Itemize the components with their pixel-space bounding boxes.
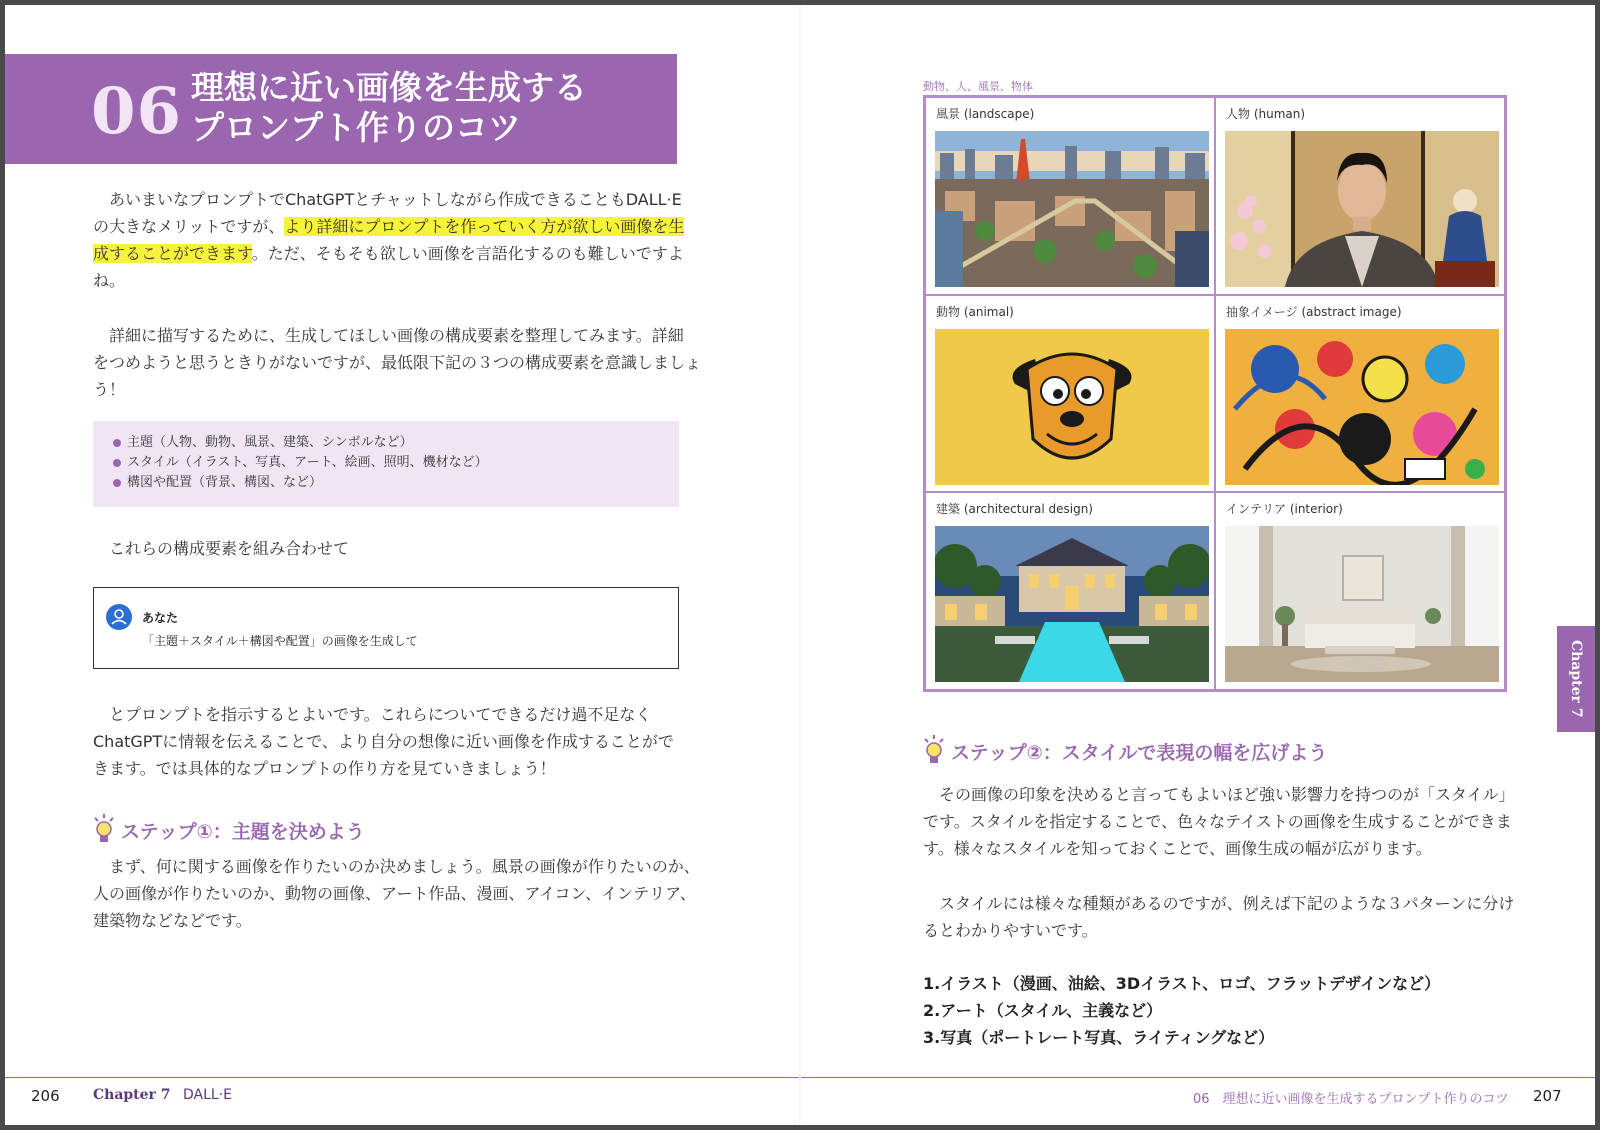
city-landscape-image: [935, 131, 1209, 287]
mansion-image: [935, 526, 1209, 682]
bullet-item: スタイル（イラスト、写真、アート、絵画、照明、機材など）: [113, 453, 659, 473]
subject-image-grid: [923, 95, 1507, 692]
grid-cell-animal: [925, 295, 1215, 493]
paragraph-line: るとわかりやすいです。: [923, 921, 1098, 940]
page-gutter: [799, 5, 801, 1125]
prompt-paragraph: [93, 701, 674, 782]
elements-bullet-box: [93, 421, 679, 507]
intro-line: の大きなメリットですが、より詳細にプロンプトを作っていく方が欲しい画像を生: [93, 217, 685, 236]
grid-cell-architecture: [925, 492, 1215, 690]
page-number-right: 207: [1533, 1087, 1562, 1105]
cell-label: 建築 (architectural design): [936, 502, 1093, 517]
book-spread: [5, 5, 1595, 1125]
step2-heading: ステップ②：スタイルで表現の幅を広げよう: [923, 734, 1327, 768]
bullet-item: 構図や配置（背景、構図、など）: [113, 473, 659, 493]
section-header: [5, 54, 677, 164]
user-avatar-icon: [106, 604, 132, 630]
step1-heading: ステップ①：主題を決めよう: [93, 813, 365, 847]
paragraph-line: 詳細に描写するために、生成してほしい画像の構成要素を整理してみます。詳細: [93, 326, 684, 345]
paragraph-line: とプロンプトを指示するとよいです。これらについてできるだけ過不足なく: [93, 705, 652, 724]
footer-rule-right: [801, 1077, 1595, 1078]
intro-line: あいまいなプロンプトでChatGPTとチャットしながら作成できることもDALL·E: [93, 190, 682, 209]
chapter-side-tab: Chapter 7: [1557, 626, 1595, 732]
paragraph-line: う！: [93, 380, 126, 399]
page-number-left: 206: [31, 1087, 60, 1105]
grid-cell-human: [1215, 97, 1505, 295]
section-title-line2: プロンプト作りのコツ: [191, 108, 521, 147]
step1-paragraph: [93, 853, 700, 934]
footer-section-title: 06 理想に近い画像を生成するプロンプト作りのコツ: [1193, 1092, 1509, 1107]
step2-paragraph: [923, 781, 1515, 862]
combine-text: これらの構成要素を組み合わせて: [93, 539, 350, 558]
intro-line: ね。: [93, 271, 126, 290]
section-title-line1: 理想に近い画像を生成する: [191, 68, 587, 107]
paragraph-line: 人の画像が作りたいのか、動物の画像、アート作品、漫画、アイコン、インテリア、: [93, 884, 696, 903]
portrait-image: [1225, 131, 1499, 287]
section-title: [191, 68, 587, 148]
paragraph-line: まず、何に関する画像を作りたいのか決めましょう。風景の画像が作りたいのか、: [93, 857, 700, 876]
bullet-item: 主題（人物、動物、風景、建築、シンボルなど）: [113, 433, 659, 453]
style-list-item: 2.アート（スタイル、主義など）: [923, 1001, 1163, 1020]
elements-paragraph: [93, 322, 701, 403]
paragraph-line: 建築物などなどです。: [93, 911, 252, 930]
paragraph-line: をつめようと思うときりがないですが、最低限下記の３つの構成要素を意識しましょ: [93, 353, 702, 372]
grid-cell-landscape: [925, 97, 1215, 295]
grid-cell-interior: [1215, 492, 1505, 690]
cell-label: インテリア (interior): [1226, 502, 1343, 517]
footer-rule-left: [5, 1077, 799, 1078]
paragraph-line: きます。では具体的なプロンプトの作り方を見ていきましょう！: [93, 759, 556, 778]
paragraph-line: ChatGPTに情報を伝えることで、より自分の想像に近い画像を作成することがで: [93, 732, 674, 751]
intro-paragraph: [93, 186, 684, 294]
paragraph-line: スタイルには様々な種類があるのですが、例えば下記のような３パターンに分け: [923, 894, 1515, 913]
bullet-dot-icon: [113, 439, 121, 447]
grid-caption: 動物、人、風景、物体: [923, 80, 1033, 93]
chat-example-box: [93, 587, 679, 669]
cell-label: 人物 (human): [1226, 107, 1306, 121]
lightbulb-icon: [923, 734, 945, 768]
chat-message: 「主題＋スタイル＋構図や配置」の画像を生成して: [142, 634, 418, 648]
lightbulb-icon: [93, 813, 115, 847]
style-list-item: 1.イラスト（漫画、油絵、3Dイラスト、ロゴ、フラットデザインなど）: [923, 974, 1441, 993]
style-types-paragraph: [923, 890, 1514, 944]
dog-cartoon-image: [935, 329, 1209, 485]
cell-label: 動物 (animal): [936, 304, 1014, 319]
bullet-dot-icon: [113, 459, 121, 467]
highlighted-text: より詳細にプロンプトを作っていく方が欲しい画像を生: [284, 217, 685, 236]
section-number: 06: [91, 74, 183, 149]
bullet-dot-icon: [113, 479, 121, 487]
style-list-item: 3.写真（ポートレート写真、ライティングなど）: [923, 1028, 1275, 1047]
chat-user-name: あなた: [142, 611, 179, 625]
style-list: [923, 970, 1440, 1051]
cell-label: 風景 (landscape): [936, 107, 1035, 121]
interior-room-image: [1225, 526, 1499, 682]
grid-cell-abstract: [1215, 295, 1505, 493]
highlighted-text: 成することができます: [93, 244, 252, 263]
abstract-art-image: [1225, 329, 1499, 485]
cell-label: 抽象イメージ (abstract image): [1226, 304, 1402, 319]
footer-chapter-name: DALL·E: [183, 1087, 233, 1103]
paragraph-line: その画像の印象を決めると言ってもよいほど強い影響力を持つのが「スタイル」: [923, 785, 1515, 804]
paragraph-line: です。スタイルを指定することで、色々なテイストの画像を生成することができま: [923, 812, 1512, 831]
footer-chapter: Chapter 7: [93, 1087, 171, 1103]
intro-line: 成することができます。ただ、そもそも欲しい画像を言語化するのも難しいですよ: [93, 244, 684, 263]
paragraph-line: す。様々なスタイルを知っておくことで、画像生成の幅が広がります。: [923, 839, 1432, 858]
